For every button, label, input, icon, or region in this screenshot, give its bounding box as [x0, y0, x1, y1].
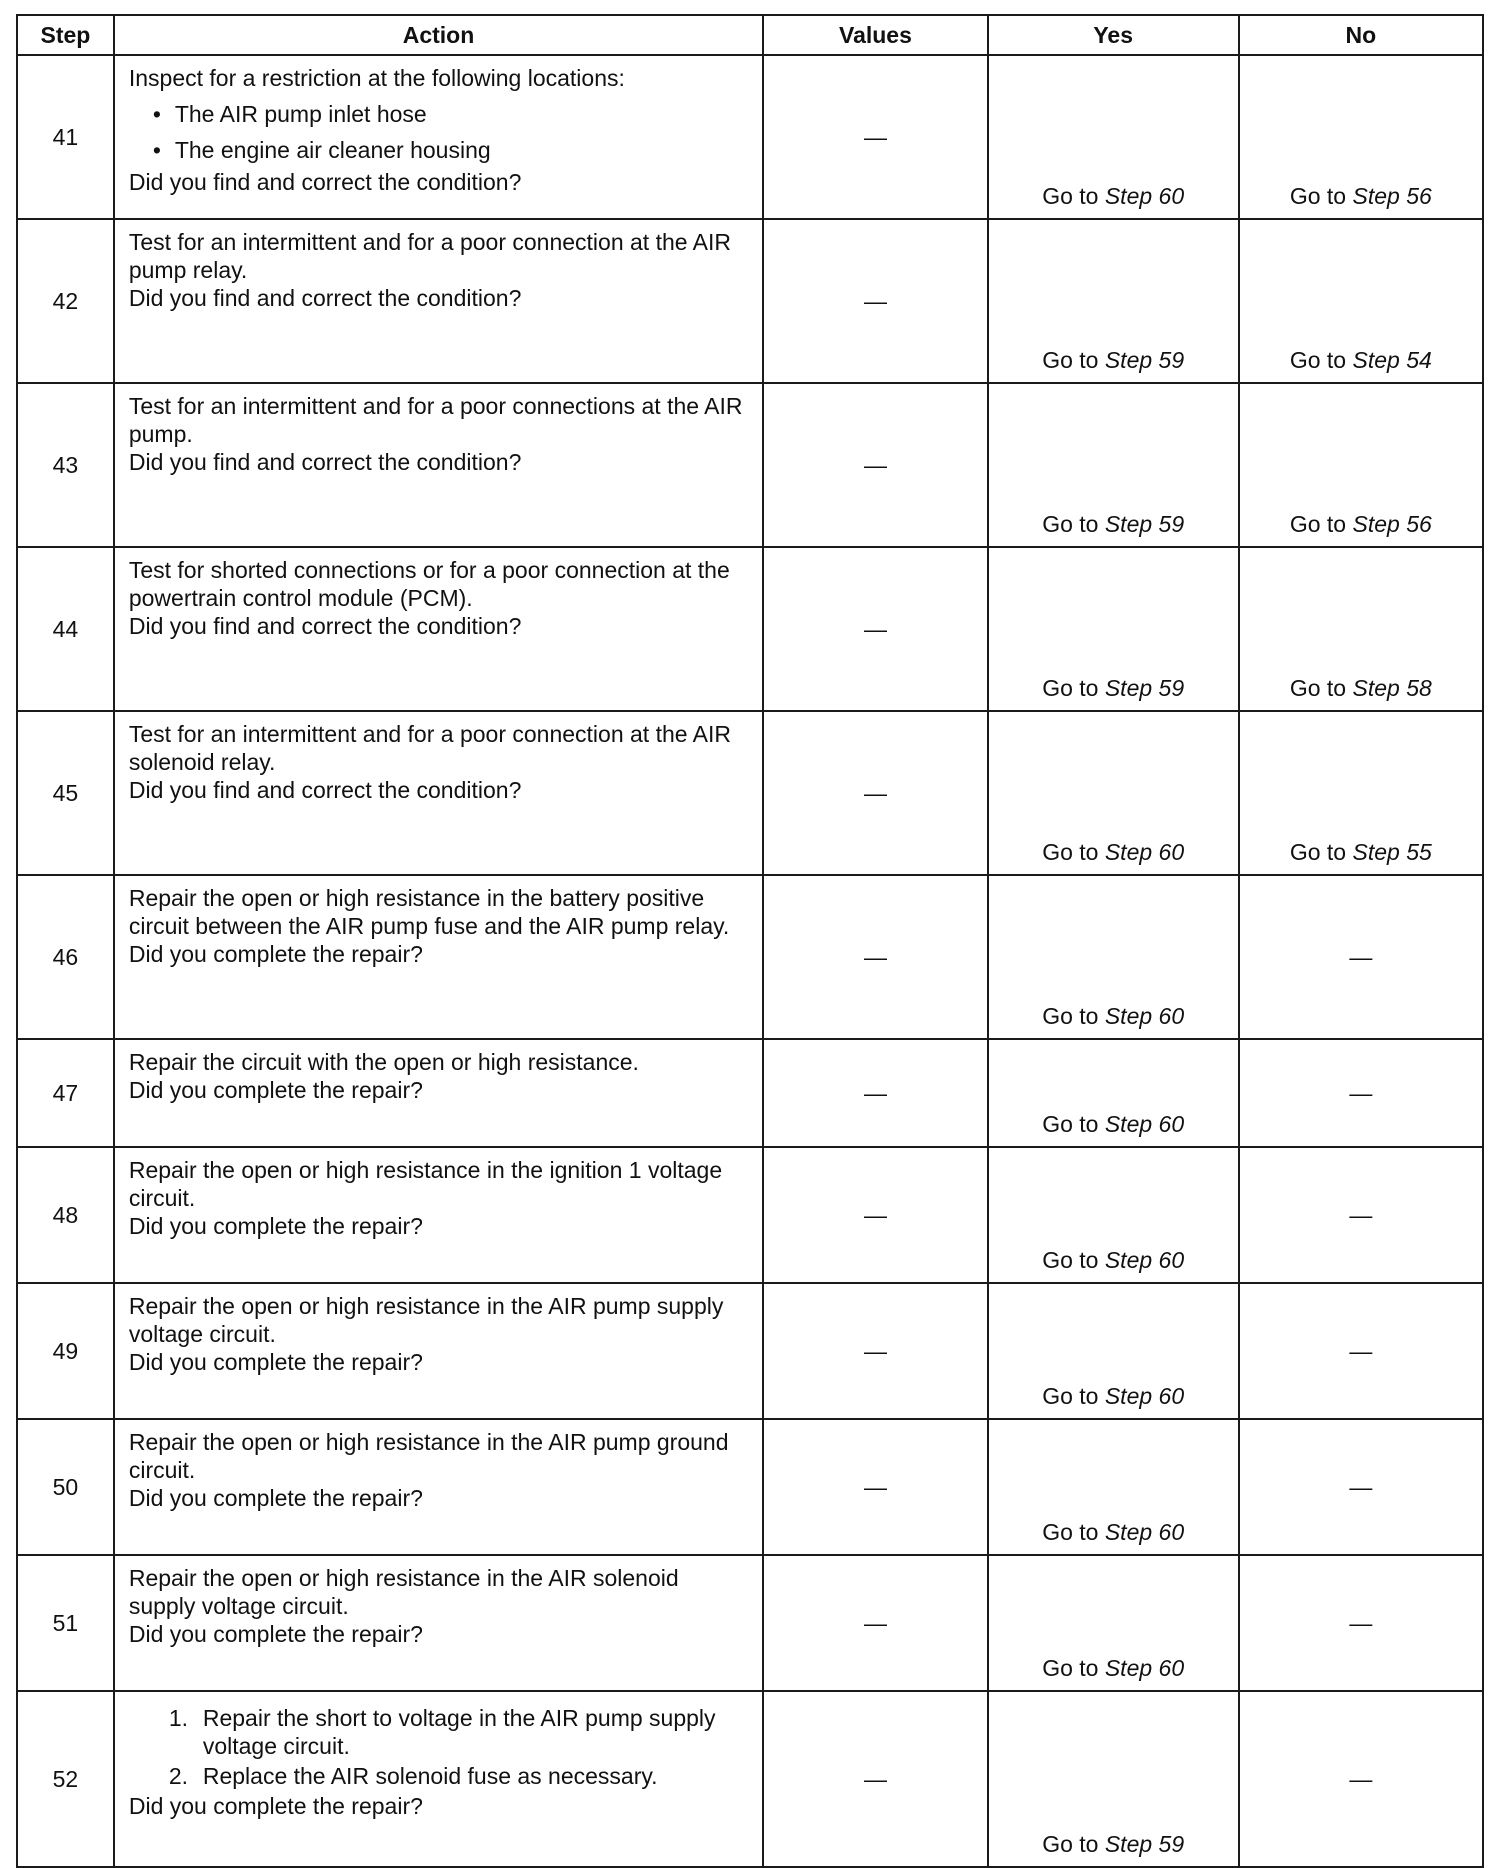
- table-row: [17, 1283, 1483, 1419]
- goto-prefix: Go to: [1042, 347, 1099, 373]
- goto-prefix: Go to: [1042, 1003, 1099, 1029]
- action-text: Test for an intermittent and for a poor connections at the AIR pump.: [128, 393, 743, 447]
- step-index: 2.: [168, 1763, 189, 1789]
- step-number: 41: [17, 55, 114, 219]
- action-cell: [114, 1039, 763, 1147]
- action-text: Test for shorted connections or for a poor connection at the powertrain control module (PCM).: [128, 557, 730, 611]
- goto-step-link: Step 60: [1104, 1655, 1185, 1681]
- values-cell: —: [763, 55, 988, 219]
- header-no: No: [1239, 15, 1483, 55]
- bullet-list: [129, 96, 748, 168]
- no-cell: —: [1239, 875, 1483, 1039]
- values-cell: —: [763, 875, 988, 1039]
- step-text: Repair the short to voltage in the AIR pump supply voltage circuit.: [202, 1705, 716, 1759]
- yes-cell: [988, 219, 1239, 383]
- goto-step-link: Step 59: [1104, 347, 1185, 373]
- header-yes: Yes: [988, 15, 1239, 55]
- goto-prefix: Go to: [1042, 1111, 1099, 1137]
- no-cell: —: [1239, 1147, 1483, 1283]
- goto-prefix: Go to: [1289, 511, 1347, 537]
- goto-step-link: Step 56: [1352, 511, 1432, 537]
- bullet-item: • The AIR pump inlet hose: [175, 96, 748, 132]
- step-number: 46: [17, 875, 114, 1039]
- no-cell: —: [1239, 1419, 1483, 1555]
- step-number: 49: [17, 1283, 114, 1419]
- table-row: [17, 1039, 1483, 1147]
- action-text: Repair the open or high resistance in the AIR pump supply voltage circuit.: [128, 1293, 724, 1347]
- action-cell: [114, 1283, 763, 1419]
- table-row: [17, 1147, 1483, 1283]
- values-cell: —: [763, 1419, 988, 1555]
- values-cell: —: [763, 547, 988, 711]
- goto-prefix: Go to: [1289, 183, 1347, 209]
- values-cell: —: [763, 711, 988, 875]
- action-text: Test for an intermittent and for a poor connection at the AIR solenoid relay.: [128, 721, 732, 775]
- table-row: [17, 1555, 1483, 1691]
- goto-prefix: Go to: [1042, 1831, 1099, 1857]
- goto-prefix: Go to: [1042, 183, 1099, 209]
- no-cell: —: [1239, 1039, 1483, 1147]
- goto-step-link: Step 60: [1104, 839, 1185, 865]
- goto-prefix: Go to: [1289, 347, 1347, 373]
- table-row: [17, 1419, 1483, 1555]
- action-question: Did you find and correct the condition?: [128, 169, 522, 195]
- values-cell: —: [763, 383, 988, 547]
- yes-cell: [988, 547, 1239, 711]
- action-cell: [114, 1555, 763, 1691]
- goto-prefix: Go to: [1042, 839, 1099, 865]
- action-cell: [114, 55, 763, 219]
- goto-step-link: Step 60: [1104, 1111, 1185, 1137]
- header-action: Action: [114, 15, 763, 55]
- no-cell: [1239, 219, 1483, 383]
- goto-prefix: Go to: [1289, 675, 1347, 701]
- step-number: 52: [17, 1691, 114, 1867]
- action-text: Repair the open or high resistance in the ignition 1 voltage circuit.: [128, 1157, 723, 1211]
- step-number: 43: [17, 383, 114, 547]
- goto-prefix: Go to: [1042, 1655, 1099, 1681]
- yes-cell: [988, 1555, 1239, 1691]
- action-question: Did you complete the repair?: [128, 1213, 423, 1239]
- step-number: 42: [17, 219, 114, 383]
- yes-cell: [988, 1691, 1239, 1867]
- yes-cell: [988, 875, 1239, 1039]
- step-number: 47: [17, 1039, 114, 1147]
- goto-step-link: Step 60: [1104, 183, 1185, 209]
- yes-cell: [988, 1419, 1239, 1555]
- values-cell: —: [763, 219, 988, 383]
- yes-cell: [988, 1147, 1239, 1283]
- goto-step-link: Step 59: [1104, 511, 1185, 537]
- step-number: 45: [17, 711, 114, 875]
- values-cell: —: [763, 1555, 988, 1691]
- no-cell: —: [1239, 1283, 1483, 1419]
- action-question: Did you complete the repair?: [128, 1485, 423, 1511]
- goto-step-link: Step 54: [1352, 347, 1432, 373]
- action-question: Did you find and correct the condition?: [128, 777, 522, 803]
- step-number: 51: [17, 1555, 114, 1691]
- goto-step-link: Step 60: [1104, 1247, 1185, 1273]
- goto-step-link: Step 60: [1104, 1519, 1185, 1545]
- table-row: [17, 875, 1483, 1039]
- action-question: Did you complete the repair?: [128, 1349, 423, 1375]
- goto-prefix: Go to: [1042, 1383, 1099, 1409]
- step-number: 48: [17, 1147, 114, 1283]
- action-text: Repair the open or high resistance in the battery positive circuit between the AIR pump fuse and the AIR pump relay.: [128, 885, 730, 939]
- goto-step-link: Step 56: [1352, 183, 1432, 209]
- yes-cell: [988, 711, 1239, 875]
- table-row: [17, 547, 1483, 711]
- no-cell: —: [1239, 1691, 1483, 1867]
- goto-step-link: Step 59: [1104, 1831, 1185, 1857]
- action-text: Test for an intermittent and for a poor connection at the AIR pump relay.: [128, 229, 732, 283]
- goto-prefix: Go to: [1042, 1247, 1099, 1273]
- no-cell: [1239, 711, 1483, 875]
- no-cell: [1239, 383, 1483, 547]
- yes-cell: [988, 1283, 1239, 1419]
- goto-step-link: Step 58: [1352, 675, 1432, 701]
- table-row: [17, 55, 1483, 219]
- step-number: 44: [17, 547, 114, 711]
- goto-prefix: Go to: [1289, 839, 1347, 865]
- header-values: Values: [763, 15, 988, 55]
- action-text: Repair the circuit with the open or high resistance.: [128, 1049, 639, 1075]
- goto-prefix: Go to: [1042, 511, 1099, 537]
- values-cell: —: [763, 1283, 988, 1419]
- goto-step-link: Step 60: [1104, 1003, 1185, 1029]
- numbered-steps: [129, 1704, 748, 1792]
- header-row: [17, 15, 1483, 55]
- goto-step-link: Step 59: [1104, 675, 1185, 701]
- action-cell: [114, 1691, 763, 1867]
- action-text: Repair the open or high resistance in the AIR pump ground circuit.: [128, 1429, 729, 1483]
- numbered-step: [169, 1704, 748, 1760]
- table-row: [17, 219, 1483, 383]
- table-row: [17, 383, 1483, 547]
- step-index: 1.: [168, 1705, 189, 1731]
- no-cell: —: [1239, 1555, 1483, 1691]
- action-question: Did you find and correct the condition?: [128, 613, 522, 639]
- action-cell: [114, 547, 763, 711]
- step-text: Replace the AIR solenoid fuse as necessary.: [202, 1763, 658, 1789]
- yes-cell: [988, 1039, 1239, 1147]
- values-cell: —: [763, 1691, 988, 1867]
- step-number: 50: [17, 1419, 114, 1555]
- goto-step-link: Step 60: [1104, 1383, 1185, 1409]
- goto-prefix: Go to: [1042, 1519, 1099, 1545]
- table-row: [17, 711, 1483, 875]
- yes-cell: [988, 55, 1239, 219]
- action-question: Did you complete the repair?: [128, 1793, 423, 1819]
- goto-prefix: Go to: [1042, 675, 1099, 701]
- numbered-step: [169, 1762, 748, 1790]
- action-cell: [114, 1419, 763, 1555]
- header-step: Step: [17, 15, 114, 55]
- action-question: Did you complete the repair?: [128, 1621, 423, 1647]
- action-cell: [114, 1147, 763, 1283]
- goto-step-link: Step 55: [1352, 839, 1432, 865]
- yes-cell: [988, 383, 1239, 547]
- bullet-item: • The engine air cleaner housing: [175, 132, 748, 168]
- no-cell: [1239, 55, 1483, 219]
- action-cell: [114, 711, 763, 875]
- action-text: Inspect for a restriction at the following locations:: [128, 65, 625, 91]
- values-cell: —: [763, 1147, 988, 1283]
- action-text: Repair the open or high resistance in the AIR solenoid supply voltage circuit.: [128, 1565, 679, 1619]
- action-cell: [114, 875, 763, 1039]
- action-question: Did you complete the repair?: [128, 941, 423, 967]
- diagnostic-table: [16, 14, 1484, 1868]
- table-row: [17, 1691, 1483, 1867]
- action-question: Did you find and correct the condition?: [128, 285, 522, 311]
- no-cell: [1239, 547, 1483, 711]
- action-question: Did you complete the repair?: [128, 1077, 423, 1103]
- action-question: Did you find and correct the condition?: [128, 449, 522, 475]
- values-cell: —: [763, 1039, 988, 1147]
- action-cell: [114, 219, 763, 383]
- action-cell: [114, 383, 763, 547]
